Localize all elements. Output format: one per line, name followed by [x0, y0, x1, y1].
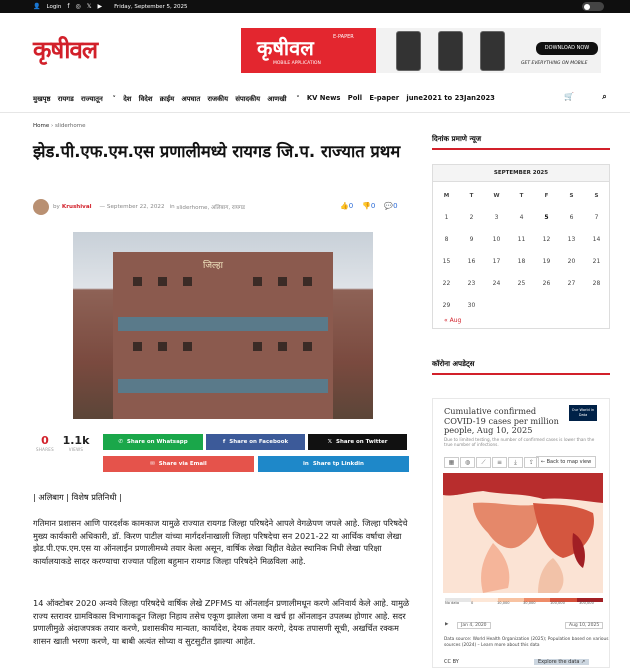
- back-to-map-button[interactable]: ← Back to map view: [536, 456, 596, 468]
- by-label: by: [53, 204, 60, 210]
- play-icon[interactable]: ▶: [445, 622, 449, 627]
- article-image: [73, 232, 373, 419]
- calendar-day[interactable]: 23: [467, 280, 476, 287]
- download-button[interactable]: DOWNLOAD NOW: [536, 42, 598, 55]
- nav-item[interactable]: E-paper: [369, 94, 400, 102]
- epaper-banner[interactable]: [241, 28, 601, 73]
- nav-label: आणखी: [267, 94, 287, 103]
- nav-item[interactable]: अपघात: [181, 94, 201, 103]
- calendar-day[interactable]: 4: [519, 214, 524, 221]
- building: [113, 252, 333, 419]
- calendar-day[interactable]: 16: [467, 258, 476, 265]
- calendar-day[interactable]: 18: [517, 258, 526, 265]
- banner-tagline: GET EVERYTHING ON MOBILE: [521, 61, 588, 66]
- calendar-day: [509, 295, 534, 317]
- linkedin-icon: in: [303, 461, 309, 467]
- calendar-day: [559, 295, 584, 317]
- window: [158, 277, 167, 286]
- mural-band: [118, 379, 328, 393]
- calendar-day[interactable]: 25: [517, 280, 526, 287]
- view-tabs: [444, 457, 539, 468]
- explore-button[interactable]: Explore the data ↗: [534, 659, 589, 665]
- window: [253, 342, 262, 351]
- calendar-day[interactable]: 2: [469, 214, 474, 221]
- calendar-widget: [432, 164, 610, 329]
- banner-logo: कृषीवल: [257, 36, 314, 60]
- data-source: Data source: World Health Organization (2025); Population based on various sources (2024) – Learn more about this data: [444, 637, 609, 648]
- prev-month-link[interactable]: « Aug: [444, 317, 462, 324]
- mural-band: [118, 317, 328, 331]
- nav-item[interactable]: विदेश: [138, 94, 153, 103]
- share-facebook-button[interactable]: [206, 434, 305, 450]
- table-tab-icon[interactable]: ▦: [444, 457, 459, 468]
- window: [183, 342, 192, 351]
- calendar-day[interactable]: 6: [569, 214, 574, 221]
- shares-stat: [33, 434, 57, 452]
- end-date: Aug 10, 2025: [565, 622, 603, 629]
- calendar-day[interactable]: 8: [444, 236, 449, 243]
- calendar-day[interactable]: 9: [469, 236, 474, 243]
- category-links[interactable]: sliderhome, अलिबाग, रायगड: [176, 205, 246, 211]
- calendar-day[interactable]: 10: [492, 236, 501, 243]
- calendar-day-header: T: [469, 193, 474, 199]
- calendar-day: [534, 295, 559, 317]
- dash: —: [99, 204, 106, 210]
- license-badge[interactable]: CC BY: [444, 659, 459, 665]
- youtube-icon[interactable]: ▶: [97, 3, 103, 10]
- timeline-slider[interactable]: [445, 622, 605, 632]
- views-count: 1.1k: [62, 434, 90, 447]
- author-link[interactable]: Krushival: [61, 204, 92, 210]
- x-icon[interactable]: 𝕏: [86, 3, 92, 10]
- window: [303, 342, 312, 351]
- breadcrumb-current[interactable]: sliderhome: [54, 123, 86, 129]
- like-button[interactable]: 👍0: [340, 202, 354, 210]
- calendar-day-header: T: [519, 193, 524, 199]
- share-label: Share via Email: [158, 461, 207, 467]
- line-chart-tab-icon[interactable]: ⟋: [476, 457, 491, 468]
- covid-footer: [444, 659, 609, 668]
- x-icon: 𝕏: [327, 439, 333, 445]
- dateline: | अलिबाग | विशेष प्रतिनिधी |: [33, 492, 122, 502]
- calendar-day: [584, 295, 609, 317]
- calendar-day-header: F: [544, 193, 549, 199]
- like-count: 0: [348, 202, 354, 210]
- phone-image: [396, 31, 421, 71]
- nav-item[interactable]: संपादकीय: [235, 94, 261, 103]
- world-map[interactable]: [443, 473, 603, 593]
- start-date: Jan 4, 2020: [457, 622, 491, 629]
- mail-icon: ✉: [150, 461, 155, 467]
- calendar-day[interactable]: 11: [517, 236, 526, 243]
- map-tab-icon[interactable]: ◍: [460, 457, 475, 468]
- login-link[interactable]: Login: [46, 3, 62, 10]
- article-title: झेड.पी.एफ.एम.एस प्रणालीमध्ये रायगड जि.प. राज्यात प्रथम: [33, 142, 401, 161]
- window: [278, 277, 287, 286]
- legend-label: 100,000: [550, 601, 565, 605]
- calendar-day[interactable]: 14: [592, 236, 601, 243]
- article-meta: [33, 199, 413, 215]
- views-label: VIEWS: [68, 447, 84, 452]
- covid-heading: कॉरोना अपडेट्स: [432, 359, 610, 375]
- shares-label: SHARES: [36, 447, 54, 452]
- settings-tab-icon[interactable]: ≡: [492, 457, 507, 468]
- calendar-day-header: M: [443, 193, 450, 199]
- dislike-count: 0: [370, 202, 376, 210]
- covid-chart-title: Cumulative confirmed COVID-19 cases per million people, Aug 10, 2025: [444, 406, 559, 436]
- top-bar: [0, 0, 630, 13]
- nav-item[interactable]: रायगड: [57, 94, 74, 103]
- window: [133, 342, 142, 351]
- share-label: Share tp Linkdin: [312, 461, 364, 467]
- calendar-day[interactable]: 12: [542, 236, 551, 243]
- calendar-day[interactable]: 7: [594, 214, 599, 221]
- owid-logo[interactable]: Our World in Data: [569, 405, 597, 421]
- calendar-day[interactable]: 22: [442, 280, 451, 287]
- calendar-day[interactable]: 20: [567, 258, 576, 265]
- nav-item[interactable]: राज्यातून ˅: [81, 94, 116, 103]
- dark-mode-toggle[interactable]: [582, 2, 604, 11]
- window: [303, 277, 312, 286]
- calendar-day[interactable]: 24: [492, 280, 501, 287]
- banner-subtitle: MOBILE APPLICATION: [273, 61, 321, 66]
- breadcrumb-home[interactable]: Home: [33, 123, 50, 129]
- calendar-day[interactable]: 21: [592, 258, 601, 265]
- share-label: Share on Facebook: [229, 439, 289, 445]
- window: [133, 277, 142, 286]
- dislike-button[interactable]: 👎0: [362, 202, 376, 210]
- calendar-day-header: S: [594, 193, 599, 199]
- calendar-day[interactable]: 13: [567, 236, 576, 243]
- cart-icon[interactable]: 🛒: [564, 92, 574, 101]
- article-paragraph: 14 ऑक्टोबर 2020 अन्वये जिल्हा परिषदेचे वार्षिक लेखे ZPFMS या ऑनलाईन प्रणालीमधून करणे अनिवार्य केले आहे. यामुळे राज्य स्तरावर ग्रामविकास विभागाकडून जिल्हा निहाय तसेच एकूण झालेला जमा व खर्च हा ऑनलाइन उपलब्ध होणार आहे. सदर प्रणालीमुळे अंदाजपत्रक तयार करणे, प्रशासकीय मान्यता, कार्यादेश, देयक तयार करणे, देयक तपासणी सूची, अखर्चित रक्कम शासन खाती भरणा करणे, या बाबी अत्यंत सोप्या व सुटसुटीत झाल्या आहेत.: [33, 598, 410, 646]
- share-twitter-button[interactable]: [308, 434, 407, 450]
- main-nav: [33, 91, 609, 105]
- phone-image: [480, 31, 505, 71]
- building-sign: जिल्हा: [203, 261, 223, 271]
- site-logo[interactable]: कृषीवल: [33, 35, 98, 64]
- legend-label: No data: [445, 601, 460, 605]
- banner-tag: E-PAPER: [333, 34, 354, 40]
- legend-label: 10,000: [497, 601, 510, 605]
- nav-label: राज्यातून: [81, 94, 103, 103]
- share-label: Share on Whatsapp: [126, 439, 188, 445]
- window: [278, 342, 287, 351]
- nav-item[interactable]: क्राईम: [159, 94, 175, 103]
- window: [183, 277, 192, 286]
- facebook-icon: f: [222, 439, 226, 445]
- share-linkedin-button[interactable]: [258, 456, 409, 472]
- legend-label: 30,000: [523, 601, 536, 605]
- calendar-day[interactable]: 30: [467, 302, 476, 309]
- whatsapp-icon: ✆: [118, 439, 123, 445]
- share-label: Share on Twitter: [336, 439, 388, 445]
- share-email-button[interactable]: [103, 456, 254, 472]
- nav-item[interactable]: june2021 to 23Jan2023: [406, 94, 495, 102]
- facebook-icon[interactable]: f: [67, 3, 70, 10]
- nav-item[interactable]: राजकीय: [207, 94, 229, 103]
- share-tab-icon[interactable]: ⇪: [524, 457, 539, 468]
- calendar-day[interactable]: 3: [494, 214, 499, 221]
- window: [158, 342, 167, 351]
- download-tab-icon[interactable]: ⤓: [508, 457, 523, 468]
- publish-date: September 22, 2022: [106, 204, 165, 210]
- article-paragraph: गतिमान प्रशासन आणि पारदर्शक कामकाज यामुळे राज्यात रायगड जिल्हा परिषदेने आपले वेगळेपण जपले आहे. जिल्हा परिषदेचे मुख्य कार्यकारी अधिकारी, डॉ. किरण पाटील यांच्या मार्गदर्शनाखाली जिल्हा परिषदेचा सन 2021-22 या आर्थिक वर्षाचा लेखा झेड.पी.एफ.एम.एस या ऑनलाईन प्रणालीमध्ये तयार केला असून, वार्षिक लेखा विहीत वेळेत स्थानिक निधी लेखा परिक्षा कार्यालयाकडे सादर करण्याचा राज्यात पहिला बहुमान रायगड जिल्हा परिषदेने मिळविला आहे.: [33, 518, 408, 566]
- legend-swatch: [471, 598, 497, 602]
- nav-item[interactable]: Poll: [347, 94, 363, 102]
- search-icon[interactable]: ⌕: [602, 92, 607, 101]
- calendar-day[interactable]: 1: [444, 214, 449, 221]
- covid-note: Due to limited testing, the number of confirmed cases is lower than the true number of infections.: [444, 437, 595, 448]
- calendar-day: [484, 295, 509, 317]
- instagram-icon[interactable]: ◎: [75, 3, 81, 10]
- current-date: Friday, September 5, 2025: [114, 3, 188, 10]
- author-avatar[interactable]: [33, 199, 49, 215]
- calendar-day-header: W: [493, 193, 500, 199]
- share-whatsapp-button[interactable]: [103, 434, 203, 450]
- calendar-day[interactable]: 19: [542, 258, 551, 265]
- calendar-day[interactable]: 5: [544, 214, 549, 221]
- breadcrumb: Home › sliderhome: [33, 123, 86, 129]
- calendar-heading: दिनांक प्रमाणे न्यूज: [432, 134, 610, 150]
- calendar-day[interactable]: 27: [567, 280, 576, 287]
- calendar-day[interactable]: 15: [442, 258, 451, 265]
- shares-count: 0: [41, 434, 49, 447]
- user-icon[interactable]: 👤: [33, 3, 41, 10]
- calendar-day[interactable]: 26: [542, 280, 551, 287]
- nav-divider: [0, 112, 630, 113]
- calendar-day[interactable]: 28: [592, 280, 601, 287]
- nav-item[interactable]: मुखपृष्ठ: [33, 94, 51, 103]
- share-stats: [33, 434, 99, 456]
- covid-embed: [432, 398, 610, 668]
- comments-button[interactable]: 💬0: [384, 202, 398, 210]
- nav-item[interactable]: देश: [123, 94, 132, 103]
- phone-image: [438, 31, 463, 71]
- comment-count: 0: [393, 202, 398, 210]
- nav-item[interactable]: KV News: [306, 94, 341, 102]
- calendar-month: SEPTEMBER 2025: [433, 165, 609, 182]
- legend-label: 0: [471, 601, 474, 605]
- nav-item[interactable]: आणखी ˅: [267, 94, 300, 103]
- calendar-day-header: S: [569, 193, 574, 199]
- calendar-day[interactable]: 29: [442, 302, 451, 309]
- views-stat: [61, 434, 91, 452]
- legend-label: 300,000: [579, 601, 594, 605]
- in-label: in: [169, 204, 175, 210]
- window: [253, 277, 262, 286]
- calendar-day[interactable]: 17: [492, 258, 501, 265]
